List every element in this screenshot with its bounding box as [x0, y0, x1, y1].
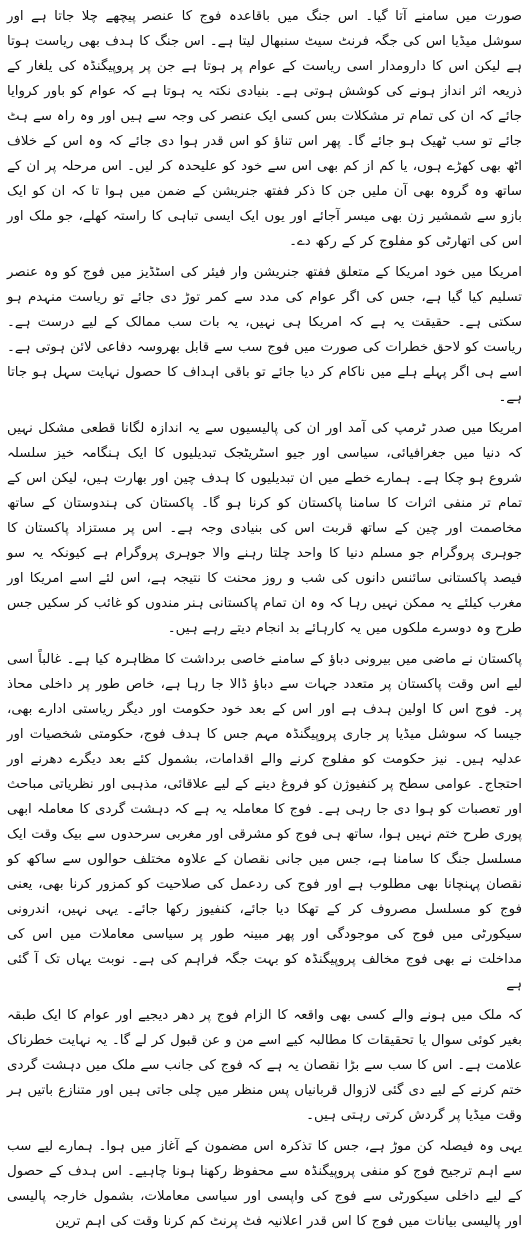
article-paragraph-1: صورت میں سامنے آتا گیا۔ اس جنگ میں باقاعدہ فوج کا عنصر پیچھے چلا جاتا ہے اور سوشل میڈیا اس کی جگہ فرنٹ سیٹ سنبھال لیتا ہے۔ اس جنگ کا ہدف بھی ریاست ہوتا ہے لیکن اس کا دارومدار اسی ریاست کے عوام پر ہوتا ہے جن پر پروپیگنڈہ کی یلغار کے ذریعہ اثر انداز ہونے کی کوشش ہوتی ہے۔ بنیادی نکتہ یہ ہوتا ہے کہ عوام کو باور کروایا جائے کہ ان کی تمام تر مشکلات بس کسی ایک عنصر کی وجہ سے ہیں اور وہ راہ سے ہٹ جائے تو سب ٹھیک ہو جائے گا۔ پھر اس تناؤ کو اس قدر ہوا دی جائے کہ وہ اس کے خلاف اٹھ بھی کھڑے ہوں، یا کم از کم بھی اس سے خود کو علیحدہ کر لیں۔ اس مرحلہ پر ان کے ساتھ وہ گروہ بھی آن ملیں جن کا ذکر ففتھ جنریشن کے ضمن میں ہوا تا کہ ان کو ایک بازو سے شمشیر زن بھی میسر آجائے اور یوں ایک ایسی تباہی کا راستہ کھلے، جو ملک اور اس کی اتھارٹی کو مفلوج کر کے رکھ دے۔ — [7, 9, 522, 249]
article-paragraph-3: امریکا میں صدر ٹرمپ کی آمد اور ان کی پالیسیوں سے یہ اندازہ لگانا قطعی مشکل نہیں کہ دنیا میں جغرافیائی، سیاسی اور جیو اسٹریٹجک تبدیلیوں کا ایک ہنگامہ خیز سلسلہ شروع ہو چکا ہے۔ ہمارے خطے میں ان تبدیلیوں کا ہدف چین اور بھارت ہیں، لیکن اس کے تمام تر منفی اثرات کا سامنا پاکستان کو کرنا ہو گا۔ پاکستان کی ہندوستان کے ساتھ مخاصمت اور چین کے ساتھ قربت اس کی بنیادی وجہ ہے۔ اس پر مستزاد پاکستان کا جوہری پروگرام جو مسلم دنیا کا واحد چلتا رہنے والا جوہری پروگرام ہے کیونکہ یہ سو فیصد پاکستانی سائنس دانوں کی شب و روز محنت کا نتیجہ ہے، اس لئے اسے امریکا اور مغرب کیلئے یہ ممکن نہیں رہا کہ وہ ان تمام پاکستانی ہنر مندوں کو غائب کر سکیں جس طرح وہ دوسرے ملکوں میں یہ کارہائے بد انجام دیتے رہے ہیں۔ — [7, 421, 522, 636]
article-paragraph-6: یہی وہ فیصلہ کن موڑ ہے، جس کا تذکرہ اس مضمون کے آغاز میں ہوا۔ ہمارے لیے سب سے اہم ترجیح فوج کو منفی پروپیگنڈہ سے محفوظ رکھنا ہونا چاہیے۔ اس ہدف کے حصول کے لیے داخلی سیکورٹی سے فوج کی واپسی اور سیاسی معاملات، بشمول خارجہ پالیسی اور پالیسی بیانات میں فوج کا اس قدر اعلانیہ فٹ پرنٹ کم کرنا وقت کی اہم ترین — [7, 1139, 522, 1229]
article-paragraph-2: امریکا میں خود امریکا کے متعلق ففتھ جنریشن وار فیئر کی اسٹڈیز میں فوج کو وہ عنصر تسلیم کیا گیا ہے، جس کی اگر عوام کی مدد سے کمر توڑ دی جائے تو ریاست منہدم ہو سکتی ہے۔ حقیقت یہ ہے کہ امریکا ہی نہیں، یہ بات سب ممالک کے لیے درست ہے۔ ریاست کو لاحق خطرات کی صورت میں فوج سب سے قابل بھروسہ دفاعی لائن ہوتی ہے۔ اسے ہی اگر پہلے ہلے میں ناکام کر دیا جائے تو باقی اہداف کا حصول نہایت سہل ہو جاتا ہے۔ — [7, 265, 522, 405]
article-paragraph-5: کہ ملک میں ہونے والے کسی بھی واقعہ کا الزام فوج پر دھر دیجیے اور عوام کا ایک طبقہ بغیر کوئی سوال یا تحقیقات کا مطالبہ کیے اسے من و عن قبول کر لے گا۔ یہ نہایت خطرناک علامت ہے۔ اس کا سب سے بڑا نقصان یہ ہے کہ فوج کی جانب سے ملک میں دہشت گردی ختم کرنے کے لیے دی گئی لازوال قربانیاں پس منظر میں چلی جاتی ہیں اور متنازع باتیں ہر وقت میڈیا پر گردش کرتی رہتی ہیں۔ — [7, 1008, 522, 1123]
article-paragraph-4: پاکستان نے ماضی میں بیرونی دباؤ کے سامنے خاصی برداشت کا مظاہرہ کیا ہے۔ غالباً اسی لیے اس وقت پاکستان پر متعدد جہات سے دباؤ ڈالا جا رہا ہے، خاص طور پر داخلی محاذ پر۔ فوج اس کا اولین ہدف ہے اور اس کے بعد خود حکومت اور دیگر ریاستی ادارے بھی، جیسا کہ سوشل میڈیا پر جاری پروپیگنڈہ مہم جس کا ہدف فوج، حکومتی شخصیات اور عدلیہ ہیں۔ نیز حکومت کو مفلوج کرنے والے اقدامات، بشمول کئے بعد دیگرے دھرنے اور احتجاج۔ عوامی سطح پر کنفیوژن کو فروغ دینے کے لیے علاقائی، مذہبی اور نظریاتی مباحث اور تعصبات کو ہوا دی جا رہی ہے۔ فوج کا معاملہ یہ ہے کہ دہشت گردی کا معاملہ ابھی پوری طرح ختم نہیں ہوا، ساتھ ہی فوج کو مشرقی اور مغربی سرحدوں سے بیک وقت ایک مسلسل جنگ کا سامنا ہے، جس میں جانی نقصان کے علاوہ مختلف حوالوں سے ساکھ کو نقصان پہنچانا بھی مطلوب ہے اور فوج کی ردعمل کی صلاحیت کو کمزور کرنا بھی، یعنی فوج کو مسلسل مصروف کر کے تھکا دیا جائے، کنفیوز رکھا جائے۔ یہی نہیں، اندرونی سیکورٹی میں فوج کی موجودگی اور پھر مبینہ طور پر سیاسی معاملات میں اس کی مداخلت نے بھی فوج مخالف پروپیگنڈہ کو بہت جگہ فراہم کی ہے۔ نوبت یہاں تک آ گئی ہے — [7, 652, 522, 992]
